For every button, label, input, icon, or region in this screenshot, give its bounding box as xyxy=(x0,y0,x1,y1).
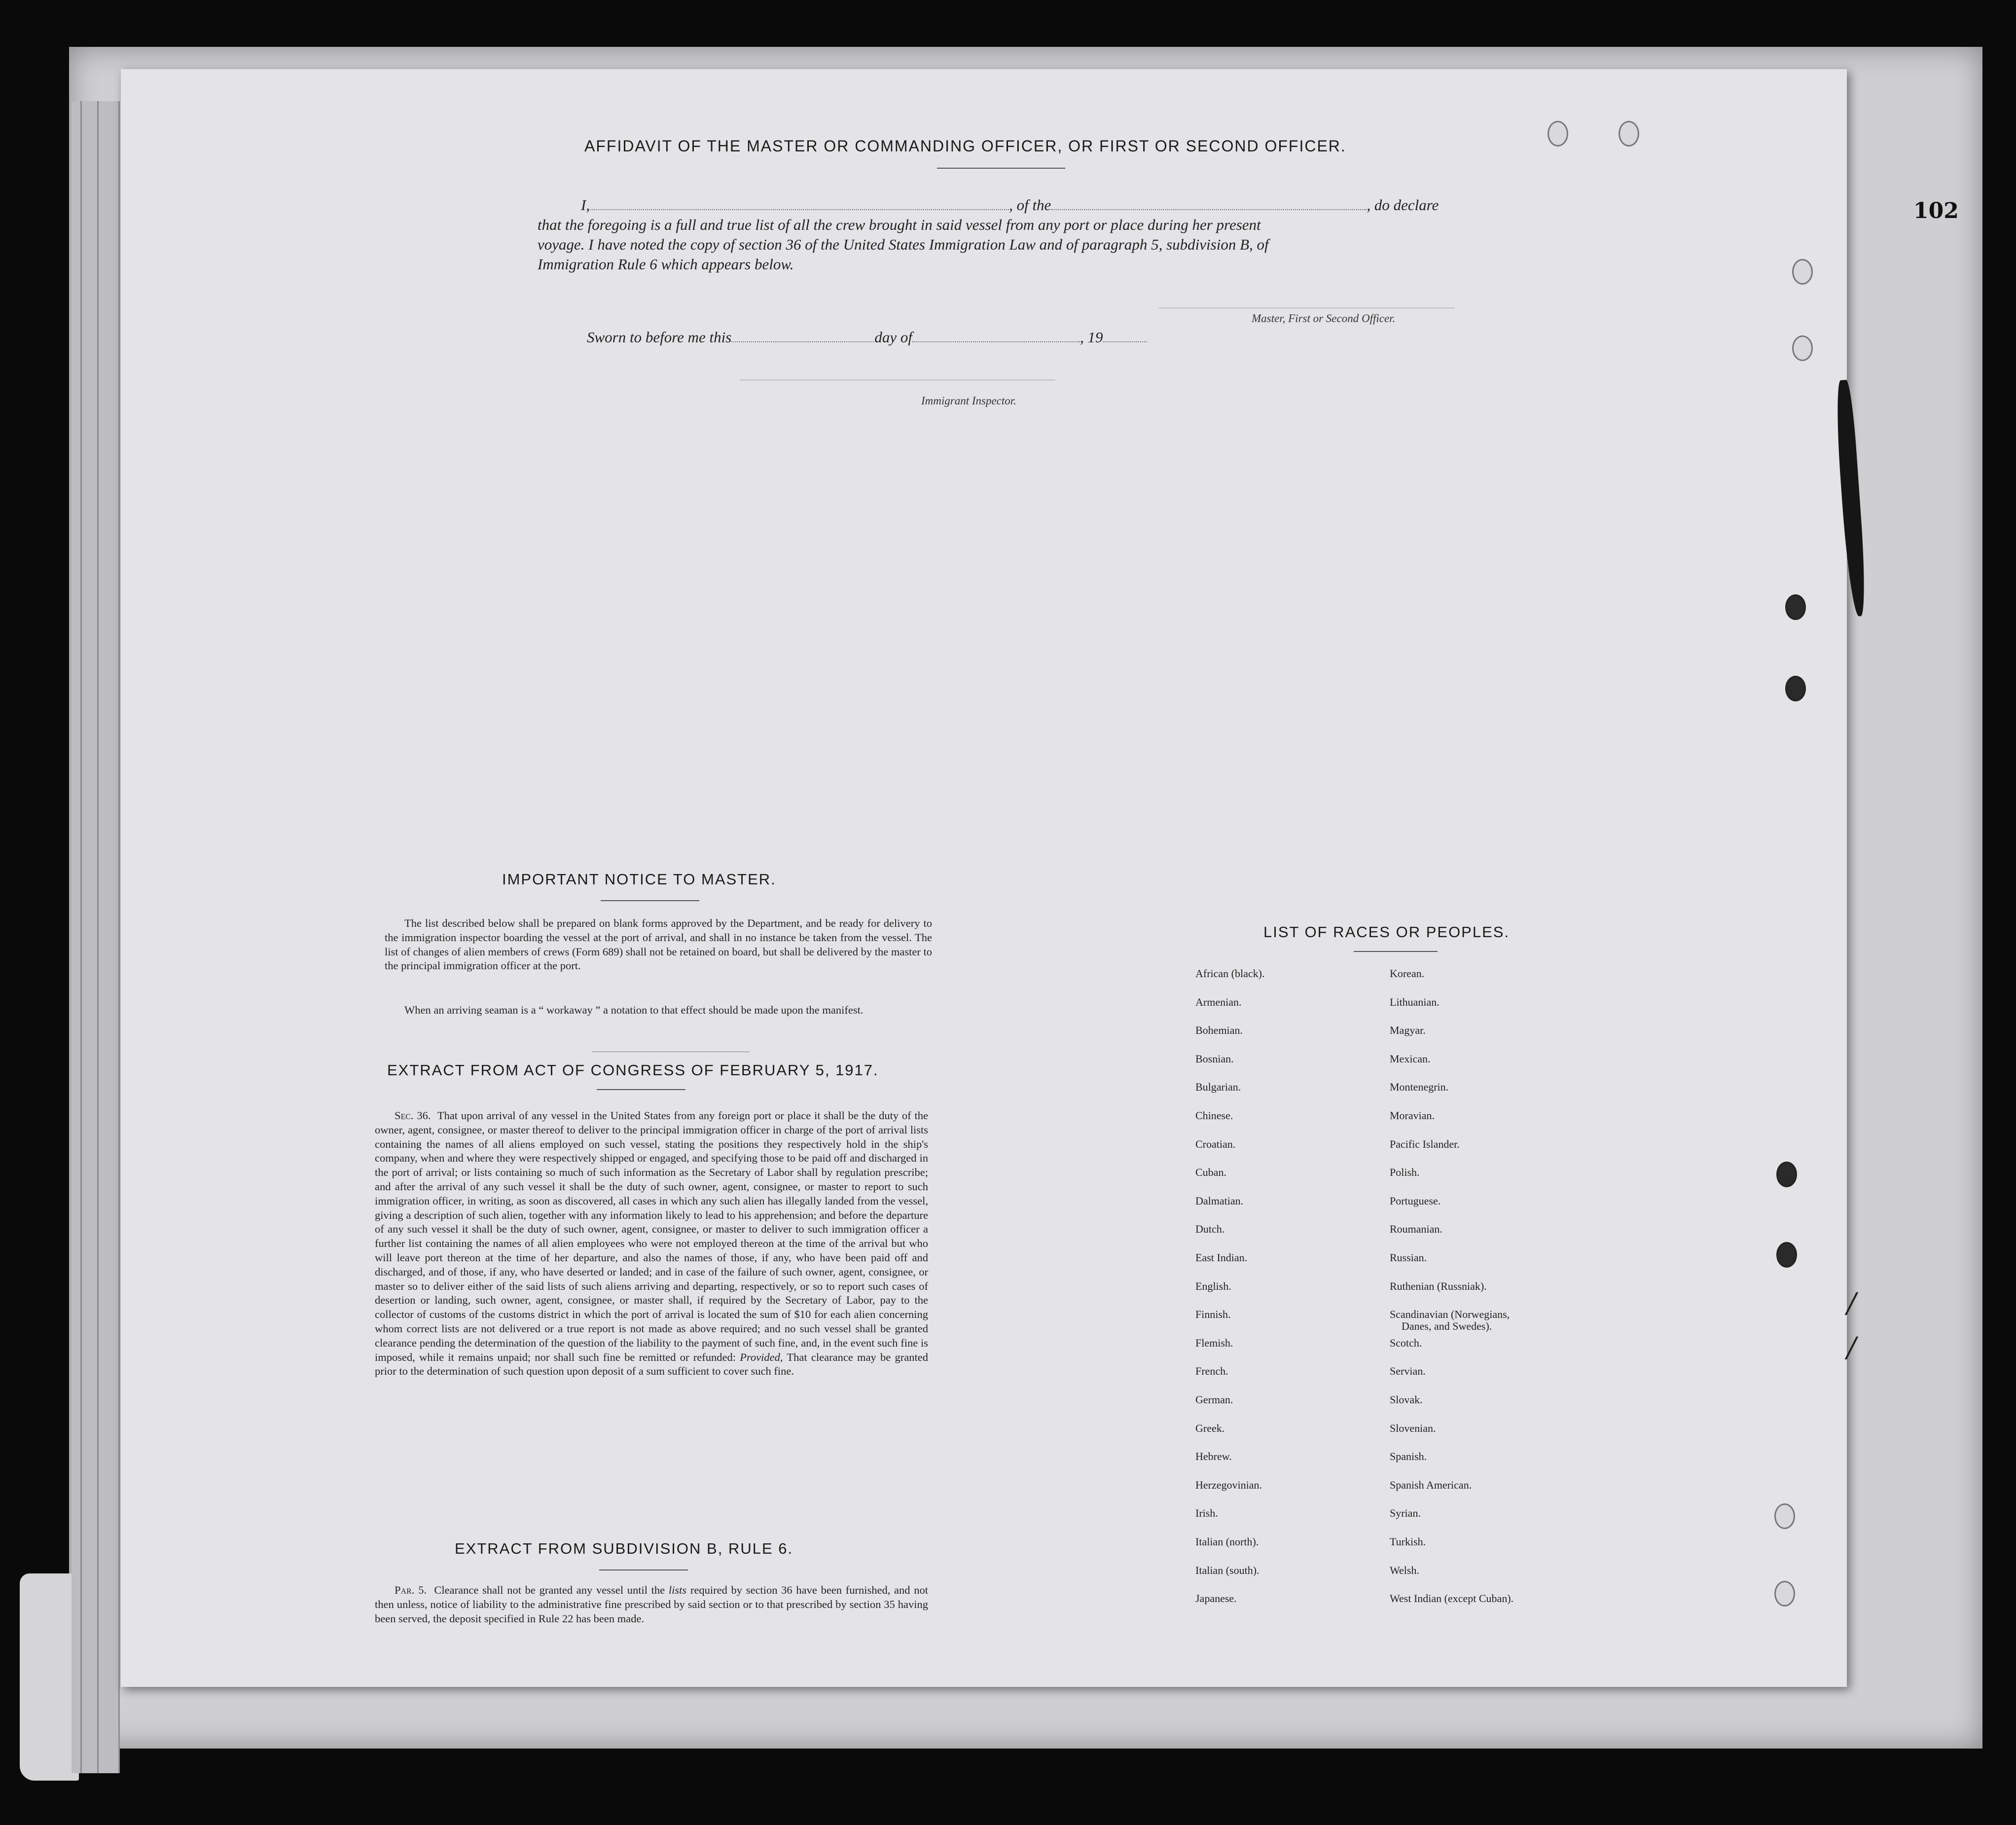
affidavit-line-2: that the foregoing is a full and true list of all the crew brought in said vessel from any port or place during her present xyxy=(538,216,1261,233)
sworn-line xyxy=(587,328,1147,346)
race-item: East Indian. xyxy=(1195,1251,1248,1264)
affidavit-line-4: Immigration Rule 6 which appears below. xyxy=(538,256,794,273)
race-item: Armenian. xyxy=(1195,995,1242,1008)
race-item: Finnish. xyxy=(1195,1308,1231,1321)
handwritten-mark: / xyxy=(1847,1332,1856,1364)
race-item: Irish. xyxy=(1195,1507,1218,1520)
races-title: LIST OF RACES OR PEOPLES. xyxy=(1263,923,1510,941)
race-item: Polish. xyxy=(1390,1166,1420,1179)
race-item: Italian (north). xyxy=(1195,1535,1259,1548)
divider xyxy=(597,1089,685,1090)
race-item: Scotch. xyxy=(1390,1336,1422,1349)
race-item: Scandinavian (Norwegians, xyxy=(1390,1308,1510,1321)
page-number: 102 xyxy=(1913,198,1959,223)
race-item: Spanish. xyxy=(1390,1450,1427,1463)
race-item: French. xyxy=(1195,1365,1228,1378)
race-item: Lithuanian. xyxy=(1390,995,1440,1008)
race-item: Bulgarian. xyxy=(1195,1081,1241,1094)
race-item: Italian (south). xyxy=(1195,1564,1260,1576)
binding-line xyxy=(80,101,82,1773)
race-item: Russian. xyxy=(1390,1251,1427,1264)
race-item: English. xyxy=(1195,1279,1231,1292)
name-blank xyxy=(590,209,1009,210)
paragraph-label: Par. 5. xyxy=(395,1584,427,1596)
race-item: Flemish. xyxy=(1195,1336,1233,1349)
race-item: Spanish American. xyxy=(1390,1478,1472,1491)
punch-hole xyxy=(1774,1581,1795,1606)
section-text-end: That clearance may be granted prior to the determination of such question upon deposit of a sum sufficient to cover such fine. xyxy=(375,1350,929,1378)
race-item: Dalmatian. xyxy=(1195,1194,1244,1207)
race-item: Croatian. xyxy=(1195,1137,1236,1150)
year-blank xyxy=(1103,341,1147,342)
punch-hole xyxy=(1792,335,1813,361)
race-item: Cuban. xyxy=(1195,1166,1226,1179)
race-item: Servian. xyxy=(1390,1365,1426,1378)
race-item: Hebrew. xyxy=(1195,1450,1232,1463)
race-item: African (black). xyxy=(1195,967,1265,980)
affidavit-text: , do declare xyxy=(1367,196,1439,214)
punch-hole xyxy=(1776,1242,1797,1268)
race-item: Bosnian. xyxy=(1195,1052,1234,1065)
race-item: Ruthenian (Russniak). xyxy=(1390,1279,1487,1292)
divider xyxy=(601,900,699,901)
punch-hole xyxy=(1776,1162,1797,1187)
sworn-text: , 19 xyxy=(1080,328,1103,346)
section-36-text xyxy=(375,1109,928,1379)
affidavit-line-3: voyage. I have noted the copy of section 36 of the United States Immigration Law and of paragraph 5, subdivision B, of xyxy=(538,236,1269,253)
form-page xyxy=(121,69,1847,1687)
binding-strip xyxy=(72,101,120,1773)
section-text: That upon arrival of any vessel in the United States from any foreign port or place it shall be the duty of the owner, agent, consignee, or master thereof to deliver to the principal immigration officer in charge of the port of arrival lists containing the names of all aliens employed on such vessel, stating the positions they respectively hold in the ship's company, when and where they were respectively shipped or engaged, and specifying those to be paid off and discharged in the port of arrival; or lists containing so much of such information as the Secretary of Labor shall by regulation prescribe; and after the arrival of any such vessel it shall be the duty of such owner, agent, consignee, or master to report to such immigration officer, in writing, as soon as discovered, all cases in which any such alien has illegally landed from the vessel, giving a description of such alien, together with any information likely to lead to his apprehension; and before the departure of any such vessel it shall be the duty of such owner, agent, consignee, or master to deliver to such immigration officer a further list containing the names of all alien employees who were not employed thereon at the time of the arrival but who will leave port thereon at the time of her departure, and also the names of those, if any, who have been paid off and discharged, and of those, if any, who have deserted or landed; and in case of the failure of such owner, agent, consignee, or master so to deliver either of the said lists of such aliens arriving and departing, respectively, or so to report such cases of desertion or landing, such owner, agent, consignee, or master shall, if required by the Secretary of Labor, pay to the collector of customs of the customs district in which the port of arrival is located the sum of $10 for each alien concerning whom correct lists are not delivered or a true report is not made as above required; and no such vessel shall be granted clearance pending the determination of the question of the liability to the payment of such fine, and, in the event such fine is imposed, while it remains unpaid; nor shall such fine be remitted or refunded: xyxy=(375,1109,928,1363)
race-item: Moravian. xyxy=(1390,1109,1435,1122)
sworn-text: Sworn to before me this xyxy=(587,328,732,346)
inspector-caption: Immigrant Inspector. xyxy=(921,395,1016,407)
punch-hole xyxy=(1774,1503,1795,1529)
handwritten-mark: / xyxy=(1847,1287,1856,1319)
paragraph-text: Clearance shall not be granted any vessel until the xyxy=(434,1584,665,1596)
race-item: Turkish. xyxy=(1390,1535,1426,1548)
divider xyxy=(1354,951,1438,952)
punch-hole xyxy=(1792,259,1813,285)
race-item: Magyar. xyxy=(1390,1024,1426,1037)
race-item: West Indian (except Cuban). xyxy=(1390,1592,1514,1605)
race-item: Greek. xyxy=(1195,1422,1225,1434)
punch-hole xyxy=(1619,121,1639,146)
section-label: Sec. 36. xyxy=(395,1109,431,1122)
race-item: Syrian. xyxy=(1390,1507,1421,1520)
punch-hole xyxy=(1785,594,1806,620)
race-item: Japanese. xyxy=(1195,1592,1237,1605)
race-item: Welsh. xyxy=(1390,1564,1419,1576)
affidavit-line-1 xyxy=(581,196,1439,214)
affidavit-text: I, xyxy=(581,196,590,214)
notice-title: IMPORTANT NOTICE TO MASTER. xyxy=(502,871,776,888)
day-blank xyxy=(731,341,874,342)
master-caption: Master, First or Second Officer. xyxy=(1252,312,1396,325)
race-item: Slovak. xyxy=(1390,1393,1423,1406)
race-item: Portuguese. xyxy=(1390,1194,1441,1207)
race-item: Roumanian. xyxy=(1390,1223,1442,1236)
month-blank xyxy=(912,341,1080,342)
sworn-text: day of xyxy=(874,328,912,346)
punch-hole xyxy=(1548,121,1568,146)
punch-hole xyxy=(1785,676,1806,701)
divider xyxy=(937,168,1065,169)
race-item-continuation: Danes, and Swedes). xyxy=(1402,1320,1492,1333)
provided-word: Provided, xyxy=(740,1350,783,1363)
lists-word: lists xyxy=(668,1584,687,1596)
race-item: Mexican. xyxy=(1390,1052,1431,1065)
notice-paragraph: When an arriving seaman is a “ workaway ” a notation to that effect should be made upon the manifest. xyxy=(404,1004,864,1016)
rule-extract-title: EXTRACT FROM SUBDIVISION B, RULE 6. xyxy=(455,1540,793,1557)
race-item: Herzegovinian. xyxy=(1195,1478,1262,1491)
race-item: Chinese. xyxy=(1195,1109,1233,1122)
race-item: Pacific Islander. xyxy=(1390,1137,1460,1150)
race-item: German. xyxy=(1195,1393,1233,1406)
torn-page-edge xyxy=(20,1573,79,1781)
paragraph-text: required by section 36 have been furnished, and not then unless, notice of liability to the administrative fine prescribed by said section or to that prescribed by section 35 having been served, the deposit specified in Rule 22 has been made. xyxy=(375,1584,929,1625)
race-item: Bohemian. xyxy=(1195,1024,1243,1037)
notice-paragraph: The list described below shall be prepared on blank forms approved by the Department, and be ready for delivery to the immigration inspector boarding the vessel at the port of arrival, and shall in no instance be taken from the vessel. The list of changes of alien members of crews (Form 689) shall not be retained on board, but shall be delivered by the master to the principal immigration officer at the port. xyxy=(385,917,932,972)
race-item: Korean. xyxy=(1390,967,1425,980)
vessel-blank xyxy=(1051,209,1367,210)
act-extract-title: EXTRACT FROM ACT OF CONGRESS OF FEBRUARY 5, 1917. xyxy=(387,1061,879,1079)
binding-line xyxy=(97,101,99,1773)
affidavit-text: , of the xyxy=(1009,196,1051,214)
race-item: Slovenian. xyxy=(1390,1422,1436,1434)
affidavit-title: AFFIDAVIT OF THE MASTER OR COMMANDING OFFICER, OR FIRST OR SECOND OFFICER. xyxy=(584,137,1346,155)
race-item: Dutch. xyxy=(1195,1223,1225,1236)
race-item: Montenegrin. xyxy=(1390,1081,1449,1094)
paragraph-5-text xyxy=(375,1583,928,1626)
